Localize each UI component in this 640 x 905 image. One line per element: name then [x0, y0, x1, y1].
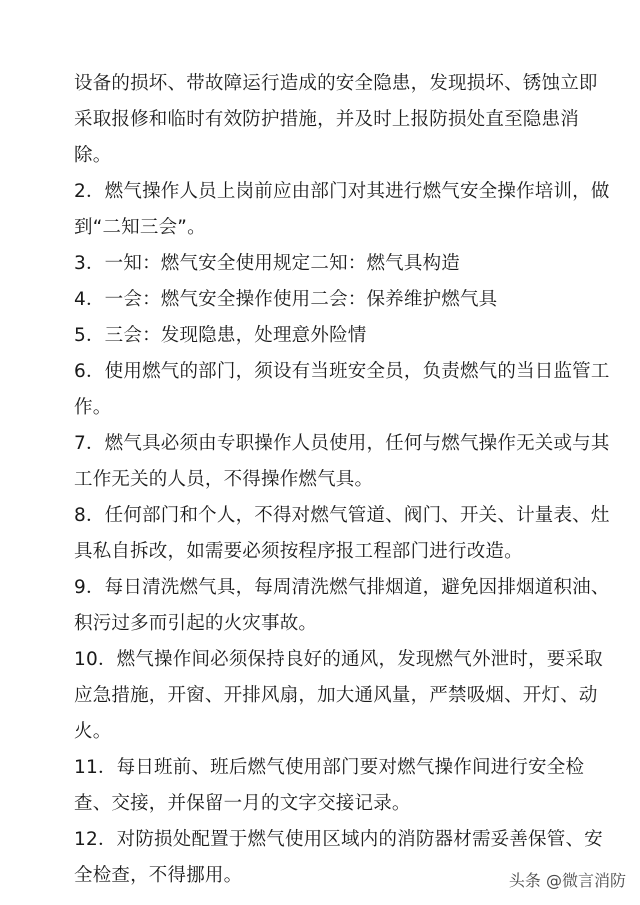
paragraph-item-2: 2．燃气操作人员上岗前应由部门对其进行燃气安全操作培训，做到“二知三会”。 — [74, 181, 610, 238]
paragraph-item-7: 7．燃气具必须由专职操作人员使用，任何与燃气操作无关或与其工作无关的人员，不得操作燃气具。 — [74, 433, 610, 490]
paragraph-item-5: 5．三会：发现隐患，处理意外险情 — [74, 325, 367, 346]
paragraph-item-12: 12．对防损处配置于燃气使用区域内的消防器材需妥善保管、安全检查，不得挪用。 — [74, 829, 603, 886]
watermark-text: 头条 @微言消防 — [508, 871, 626, 890]
paragraph-item-4: 4．一会：燃气安全操作使用二会：保养维护燃气具 — [74, 289, 498, 310]
paragraph-item-9: 9．每日清洗燃气具，每周清洗燃气排烟道，避免因排烟道积油、积污过多而引起的火灾事故。 — [74, 577, 610, 634]
paragraph-item-8: 8．任何部门和个人，不得对燃气管道、阀门、开关、计量表、灶具私自拆改，如需要必须按程序报工程部门进行改造。 — [74, 505, 610, 562]
paragraph-item-3: 3．一知：燃气安全使用规定二知：燃气具构造 — [74, 253, 460, 274]
paragraph-item-6: 6．使用燃气的部门，须设有当班安全员，负责燃气的当日监管工作。 — [74, 361, 610, 418]
paragraph-intro: 设备的损坏、带故障运行造成的安全隐患，发现损坏、锈蚀立即采取报修和临时有效防护措施，并及时上报防损处直至隐患消除。 — [74, 73, 598, 166]
paragraph-item-10: 10．燃气操作间必须保持良好的通风，发现燃气外泄时，要采取应急措施，开窗、开排风扇，加大通风量，严禁吸烟、开灯、动火。 — [74, 649, 603, 742]
document-body — [74, 66, 614, 894]
paragraph-item-11: 11．每日班前、班后燃气使用部门要对燃气操作间进行安全检查、交接，并保留一月的文字交接记录。 — [74, 757, 585, 814]
